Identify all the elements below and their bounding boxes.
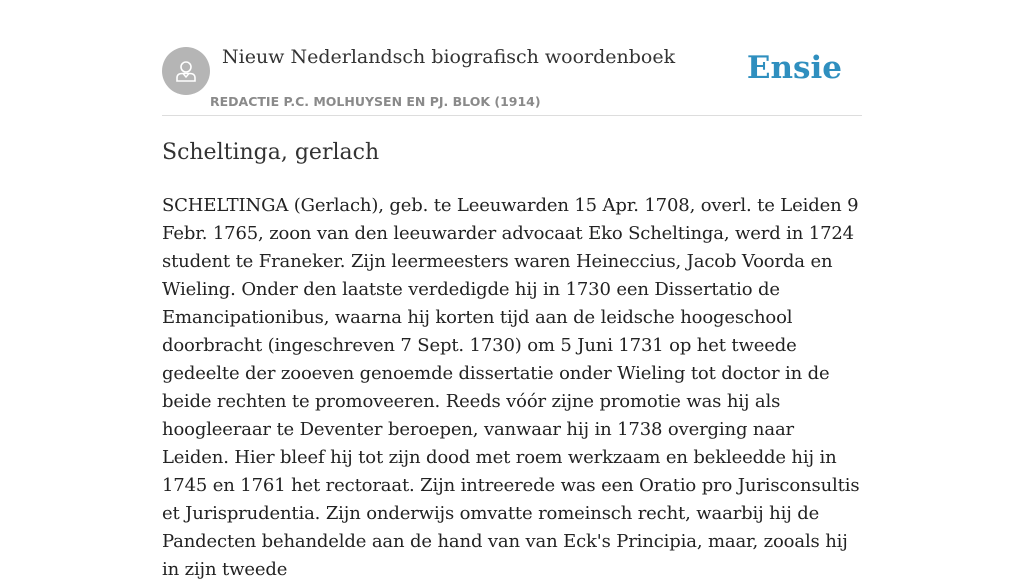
source-avatar[interactable]: [162, 47, 210, 95]
entry-title: Scheltinga, gerlach: [162, 140, 380, 165]
source-editors: REDACTIE P.C. MOLHUYSEN EN PJ. BLOK (1914): [210, 94, 541, 109]
entry-body: SCHELTINGA (Gerlach), geb. te Leeuwarden 15 Apr. 1708, overl. te Leiden 9 Febr. 1765, zoon van den leeuwarder advocaat Eko Scheltinga, werd in 1724 student te Franeker. Zijn leermeesters waren Heineccius, Jacob Voorda en Wieling. Onder den laatste verdedigde hij in 1730 een Dissertatio de Emancipationibus, waarna hij korten tijd aan de leidsche hoogeschool doorbracht (ingeschreven 7 Sept. 1730) om 5 Juni 1731 op het tweede gedeelte der zooeven genoemde dissertatie onder Wieling tot doctor in de beide rechten te promoveeren. Reeds vóór zijne promotie was hij als hoogleeraar te Deventer beroepen, vanwaar hij in 1738 overging naar Leiden. Hier bleef hij tot zijn dood met roem werkzaam en bekleedde hij in 1745 en 1761 het rectoraat. Zijn intreerede was een Oratio pro Jurisconsultis et Jurisprudentia. Zijn onderwijs omvatte romeinsch recht, waarbij hij de Pandecten behandelde aan de hand van van Eck's Principia, maar, zooals hij in zijn tweede: [162, 195, 860, 580]
brand-logo[interactable]: Ensie: [746, 50, 842, 86]
source-header: [162, 0, 862, 116]
entry-card: [162, 0, 862, 580]
source-title[interactable]: Nieuw Nederlandsch biografisch woordenboek: [222, 46, 676, 68]
user-avatar-icon: [172, 57, 200, 85]
